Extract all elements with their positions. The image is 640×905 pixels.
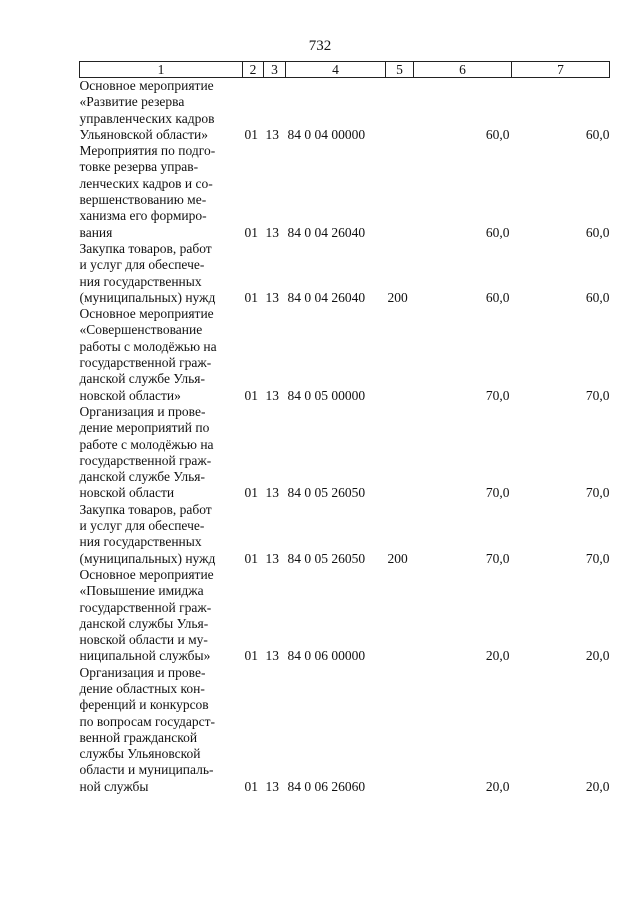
- table-row: [80, 665, 610, 795]
- row-name-line: (муниципальных) нужд: [79, 550, 216, 566]
- column-header-4: 4: [286, 62, 386, 78]
- row-name-line: Организация и прове-: [79, 664, 206, 680]
- row-name-line: Ульяновской области»: [79, 126, 209, 142]
- row-name-line: венной гражданской: [79, 729, 198, 745]
- row-name-line: вания: [79, 224, 113, 240]
- table-row: [80, 143, 610, 241]
- row-amount-year-1: 70,0: [485, 485, 510, 501]
- row-name-line: ния государственных: [79, 534, 202, 550]
- page-number: 732: [308, 38, 332, 54]
- row-amount-year-1: 70,0: [485, 387, 510, 403]
- row-amount-year-2: 70,0: [585, 485, 610, 501]
- row-name-line: дение областных кон-: [79, 680, 205, 696]
- row-name-line: ханизма его формиро-: [79, 208, 207, 224]
- row-subsection-code: 13: [265, 648, 279, 664]
- row-name-line: Основное мероприятие: [79, 566, 214, 582]
- row-subsection-code: 13: [265, 224, 279, 240]
- row-subsection-code: 13: [265, 289, 279, 305]
- row-section-code: 01: [244, 126, 258, 142]
- row-name-line: государственной граж-: [79, 599, 212, 615]
- header-row: [80, 62, 610, 78]
- row-name-line: данской службы Улья-: [79, 615, 209, 631]
- row-name-line: и услуг для обеспече-: [79, 257, 205, 273]
- table-row: [80, 502, 610, 567]
- row-name-line: работы с молодёжью на: [79, 338, 217, 354]
- row-target-article: 84 0 05 26050: [287, 550, 366, 566]
- row-subsection-code: 13: [265, 387, 279, 403]
- row-amount-year-1: 60,0: [485, 289, 510, 305]
- row-expense-type: [386, 665, 414, 795]
- row-name-line: товке резерва управ-: [79, 159, 199, 175]
- row-amount-year-2: 60,0: [585, 224, 610, 240]
- column-header-3: 3: [264, 62, 286, 78]
- row-name-line: Мероприятия по подго-: [79, 143, 216, 159]
- row-name-line: новской области и му-: [79, 632, 208, 648]
- row-name-line: Основное мероприятие: [79, 78, 214, 93]
- row-amount-year-2: 20,0: [585, 778, 610, 794]
- row-name-line: Основное мероприятие: [79, 306, 214, 322]
- column-header-6: 6: [414, 62, 512, 78]
- table-row: [80, 567, 610, 665]
- row-name-line: службы Ульяновской: [79, 746, 201, 762]
- row-name-line: вершенствованию ме-: [79, 192, 207, 208]
- row-name: [80, 567, 243, 665]
- row-name-line: данской службе Улья-: [79, 371, 205, 387]
- row-name-line: дение мероприятий по: [79, 420, 210, 436]
- row-expense-type: [386, 78, 414, 144]
- row-subsection-code: 13: [265, 126, 279, 142]
- row-expense-type: [386, 567, 414, 665]
- table-row: [80, 306, 610, 404]
- row-section-code: 01: [244, 387, 258, 403]
- row-name-line: по вопросам государст-: [79, 713, 216, 729]
- row-name: [80, 502, 243, 567]
- row-section-code: 01: [244, 289, 258, 305]
- row-target-article: 84 0 04 00000: [287, 126, 366, 142]
- row-name-line: (муниципальных) нужд: [79, 289, 216, 305]
- row-name-line: государственной граж-: [79, 355, 212, 371]
- row-subsection-code: 13: [265, 550, 279, 566]
- row-name: [80, 143, 243, 241]
- row-name-line: новской области»: [79, 387, 181, 403]
- row-amount-year-2: 60,0: [585, 289, 610, 305]
- row-name-line: управленческих кадров: [79, 110, 215, 126]
- row-name: [80, 665, 243, 795]
- row-target-article: 84 0 05 00000: [287, 387, 366, 403]
- row-section-code: 01: [244, 778, 258, 794]
- table-row: [80, 78, 610, 144]
- row-section-code: 01: [244, 224, 258, 240]
- row-section-code: 01: [244, 550, 258, 566]
- row-target-article: 84 0 05 26050: [287, 485, 366, 501]
- row-amount-year-2: 60,0: [585, 126, 610, 142]
- column-header-1: 1: [80, 62, 243, 78]
- column-header-7: 7: [512, 62, 610, 78]
- row-name-line: «Повышение имиджа: [79, 583, 204, 599]
- row-name-line: и услуг для обеспече-: [79, 518, 205, 534]
- row-name-line: ния государственных: [79, 273, 202, 289]
- row-amount-year-2: 70,0: [585, 550, 610, 566]
- row-amount-year-1: 20,0: [485, 648, 510, 664]
- table-row: [80, 404, 610, 502]
- row-name-line: области и муниципаль-: [79, 762, 214, 778]
- row-amount-year-1: 20,0: [485, 778, 510, 794]
- column-header-2: 2: [243, 62, 264, 78]
- row-name-line: ленческих кадров и со-: [79, 175, 213, 191]
- row-name-line: ниципальной службы»: [79, 648, 211, 664]
- row-name-line: работе с молодёжью на: [79, 436, 214, 452]
- column-header-5: 5: [386, 62, 414, 78]
- row-section-code: 01: [244, 648, 258, 664]
- row-name: [80, 404, 243, 502]
- row-name-line: ференций и конкурсов: [79, 697, 209, 713]
- row-name-line: ной службы: [79, 778, 149, 794]
- row-expense-type: 200: [387, 550, 408, 566]
- row-subsection-code: 13: [265, 485, 279, 501]
- row-subsection-code: 13: [265, 778, 279, 794]
- row-amount-year-2: 20,0: [585, 648, 610, 664]
- row-expense-type: [386, 404, 414, 502]
- row-name-line: Закупка товаров, работ: [79, 501, 212, 517]
- row-target-article: 84 0 06 26060: [287, 778, 366, 794]
- row-name-line: «Совершенствование: [79, 322, 203, 338]
- row-name: [80, 78, 243, 144]
- budget-table: [79, 61, 610, 795]
- row-name-line: «Развитие резерва: [79, 94, 185, 110]
- row-section-code: 01: [244, 485, 258, 501]
- row-name-line: данской службе Улья-: [79, 469, 205, 485]
- row-target-article: 84 0 04 26040: [287, 289, 366, 305]
- row-expense-type: 200: [387, 289, 408, 305]
- row-amount-year-2: 70,0: [585, 387, 610, 403]
- table-row: [80, 241, 610, 306]
- row-target-article: 84 0 06 00000: [287, 648, 366, 664]
- row-name-line: Организация и прове-: [79, 403, 206, 419]
- row-amount-year-1: 70,0: [485, 550, 510, 566]
- row-expense-type: [386, 143, 414, 241]
- row-target-article: 84 0 04 26040: [287, 224, 366, 240]
- row-amount-year-1: 60,0: [485, 126, 510, 142]
- row-name-line: Закупка товаров, работ: [79, 240, 212, 256]
- row-amount-year-1: 60,0: [485, 224, 510, 240]
- row-name: [80, 241, 243, 306]
- row-expense-type: [386, 306, 414, 404]
- row-name-line: государственной граж-: [79, 452, 212, 468]
- row-name-line: новской области: [79, 485, 175, 501]
- row-name: [80, 306, 243, 404]
